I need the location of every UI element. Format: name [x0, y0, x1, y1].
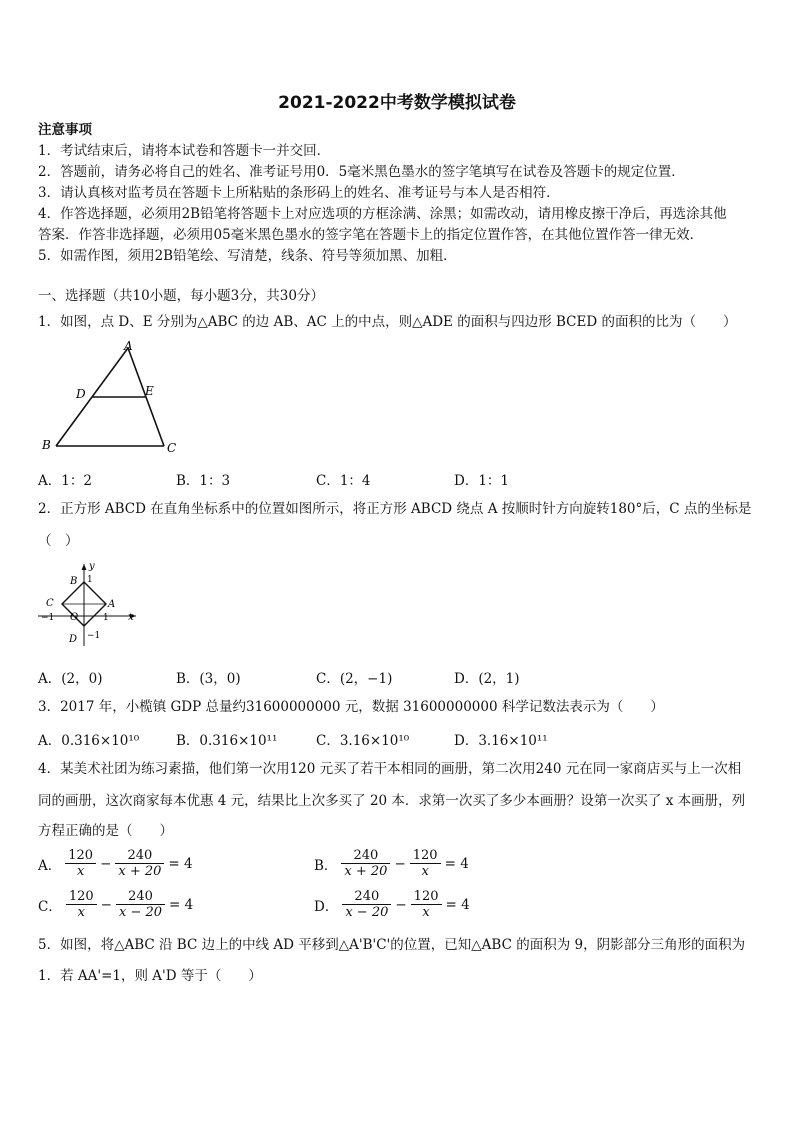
tick-y1: 1	[87, 575, 93, 585]
label-c: C	[167, 441, 177, 455]
question-5-stem-cont: 1．若 AA'=1，则 A'D 等于（ ）	[38, 968, 262, 984]
fraction: $\frac{120}{x}$	[410, 848, 441, 879]
label-d: D	[69, 634, 78, 645]
q2-option-c: C．(2，−1)	[316, 671, 393, 687]
y-axis-arrow	[82, 564, 87, 570]
fraction: $\frac{120}{x}$	[65, 848, 96, 879]
notice-item: 1．考试结束后，请将本试卷和答题卡一并交回．	[38, 143, 331, 159]
q2-option-a: A．(2，0)	[38, 671, 103, 687]
question-4-stem-cont: 同的画册，这次商家每本优惠 4 元，结果比上次多买了 20 本．求第一次买了多少本画册？设第一次买了 x 本画册，列	[38, 793, 746, 809]
section-heading: 一、选择题（共10小题，每小题3分，共30分）	[38, 288, 324, 304]
fraction: $\frac{240}{x + 20}$	[341, 848, 390, 879]
notice-item: 答案．作答非选择题，必须用05毫米黑色墨水的签字笔在答题卡上的指定位置作答，在其他位置作答一律无效．	[38, 227, 704, 243]
fraction: $\frac{240}{x - 20}$	[116, 889, 165, 920]
triangle-figure	[36, 338, 196, 458]
notice-heading: 注意事项	[38, 122, 92, 138]
label-b: B	[42, 438, 51, 452]
label-b: B	[70, 576, 78, 587]
label-a: A	[108, 599, 116, 610]
q4-option-d	[314, 889, 470, 920]
question-3-stem: 3．2017 年，小榄镇 GDP 总量约31600000000 元，数据 31600000000 科学记数法表示为（ ）	[38, 699, 664, 715]
label-a: A	[124, 339, 133, 353]
q1-option-c: C．1：4	[316, 473, 371, 489]
tick-x1: 1	[103, 613, 109, 623]
question-4-stem-end: 方程正确的是（ ）	[38, 823, 173, 839]
page-title: 2021-2022中考数学模拟试卷	[278, 93, 516, 113]
q3-option-c: C．3.16×10¹⁰	[316, 733, 410, 749]
operator: −	[100, 896, 112, 913]
rhs: = 4	[445, 896, 470, 913]
label-o: O	[70, 612, 79, 623]
fraction: $\frac{240}{x + 20}$	[115, 848, 164, 879]
q2-option-d: D．(2，1)	[454, 671, 520, 687]
option-label: A．	[38, 857, 62, 874]
q3-option-b: B．0.316×10¹¹	[176, 733, 278, 749]
fraction: $\frac{240}{x - 20}$	[342, 889, 391, 920]
label-y: y	[89, 561, 95, 572]
notice-item: 2．答题前，请务必将自己的姓名、准考证号用0．5毫米黑色墨水的签字笔填写在试卷及答题卡的规定位置．	[38, 164, 685, 180]
notice-item: 3．请认真核对监考员在答题卡上所粘贴的条形码上的姓名、准考证号与本人是否相符．	[38, 185, 560, 201]
fraction: $\frac{120}{x}$	[66, 889, 97, 920]
question-1-stem: 1．如图，点 D、E 分别为△ABC 的边 AB、AC 上的中点，则△ADE 的面积与四边形 BCED 的面积的比为（ ）	[38, 314, 737, 330]
q1-option-b: B．1：3	[176, 473, 231, 489]
label-e: E	[145, 384, 154, 398]
label-x: x	[128, 612, 134, 623]
q1-option-d: D．1：1	[454, 473, 510, 489]
rhs: = 4	[168, 855, 193, 872]
tick-y-neg1: −1	[87, 631, 101, 641]
operator: −	[100, 855, 112, 872]
notice-item: 4．作答选择题，必须用2B铅笔将答题卡上对应选项的方框涂满、涂黑；如需改动，请用橡皮擦干净后，再选涂其他	[38, 206, 727, 222]
tick-x-neg1: −1	[41, 613, 55, 623]
q4-option-b	[314, 848, 469, 879]
coordinate-figure	[36, 558, 146, 650]
option-label: D．	[314, 898, 339, 915]
option-label: C．	[38, 898, 62, 915]
fraction: $\frac{120}{x}$	[411, 889, 442, 920]
q4-option-a	[38, 848, 193, 879]
option-label: B．	[314, 857, 338, 874]
q4-option-c	[38, 889, 193, 920]
q3-option-d: D．3.16×10¹¹	[454, 733, 548, 749]
label-d: D	[76, 387, 86, 401]
operator: −	[395, 896, 407, 913]
rhs: = 4	[444, 855, 469, 872]
q3-option-a: A．0.316×10¹⁰	[38, 733, 140, 749]
q1-option-a: A．1：2	[38, 473, 92, 489]
rhs: = 4	[169, 896, 194, 913]
q2-option-b: B．(3，0)	[176, 671, 241, 687]
operator: −	[394, 855, 406, 872]
question-2-stem-cont: （ ）	[38, 533, 79, 549]
label-c: C	[46, 598, 54, 609]
question-2-stem: 2．正方形 ABCD 在直角坐标系中的位置如图所示，将正方形 ABCD 绕点 A 按顺时针方向旋转180°后，C 点的坐标是	[38, 501, 752, 517]
question-5-stem: 5．如图，将△ABC 沿 BC 边上的中线 AD 平移到△A'B'C'的位置，已知△ABC 的面积为 9，阴影部分三角形的面积为	[38, 937, 746, 953]
notice-item: 5．如需作图，须用2B铅笔绘、写清楚，线条、符号等须加黑、加粗．	[38, 248, 457, 264]
question-4-stem: 4．某美术社团为练习素描，他们第一次用120 元买了若干本相同的画册，第二次用240 元在同一家商店买与上一次相	[38, 761, 742, 777]
